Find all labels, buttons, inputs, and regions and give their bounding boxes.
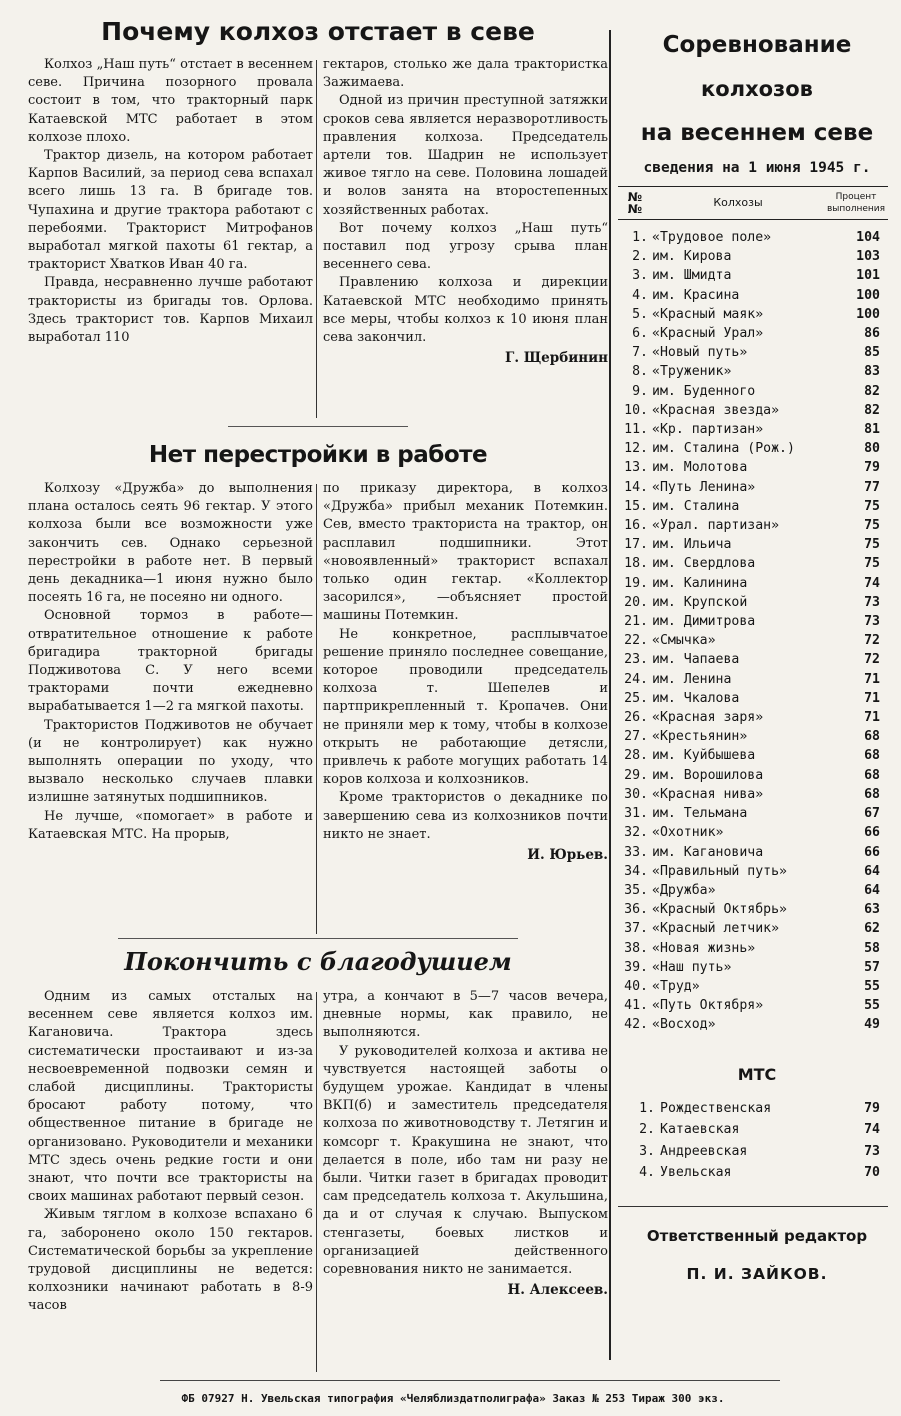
row-name: Рождественская [660, 1100, 772, 1116]
table-row [618, 324, 888, 343]
competition-title-line-1: Соревнование [662, 32, 852, 58]
table-row [618, 881, 888, 900]
paragraph: по приказу директора, в колхоз «Дружба» прибыл механик Потемкин. Сев, вместо тракториста на трактор, он расплавил подшипники. Этот «новоявленный» тракторист вспахал только один гектар. «Коллектор засорился», —объясняет простой машины Потемкин. [323, 481, 608, 624]
row-name: «Красный Октябрь» [652, 902, 787, 918]
row-name: им. Кирова [652, 249, 732, 265]
competition-title-line-3: на весеннем севе [640, 120, 874, 146]
row-value: 70 [864, 1165, 880, 1181]
table-row [618, 362, 888, 381]
table-row [618, 746, 888, 765]
table-row [618, 631, 888, 650]
row-number: 34. [624, 863, 648, 879]
row-number: 20. [624, 594, 648, 610]
row-number: 30. [624, 786, 648, 802]
row-name: «Красный маяк» [652, 306, 764, 322]
article-2-title: Нет перестройки в работе [148, 442, 488, 468]
table-row [618, 593, 888, 612]
mts-table-body [618, 1098, 888, 1184]
table-row [618, 1015, 888, 1034]
paragraph: Правлению колхоза и дирекции Катаевской МТС необходимо принять все меры, чтобы колхоз к 10 июня план сева закончил. [323, 275, 608, 346]
row-name: Андреевская [660, 1143, 748, 1159]
row-value: 71 [864, 690, 880, 706]
row-name: им. Сталина (Рож.) [652, 441, 795, 457]
row-name: «Путь Октября» [652, 998, 764, 1014]
row-name: «Труд» [652, 978, 700, 994]
table-row [618, 247, 888, 266]
row-number: 1. [639, 1100, 655, 1116]
row-value: 86 [864, 326, 880, 342]
table-row [618, 689, 888, 708]
row-name: «Дружба» [652, 882, 716, 898]
row-value: 58 [864, 940, 880, 956]
row-name: «Красная нива» [652, 786, 764, 802]
row-number: 2. [632, 249, 648, 265]
row-value: 66 [864, 844, 880, 860]
article-1-title: Почему колхоз отстает в севе [101, 17, 535, 46]
row-number: 29. [624, 767, 648, 783]
row-name: им. Куйбышева [652, 748, 756, 764]
row-value: 73 [864, 614, 880, 630]
row-name: «Новая жизнь» [652, 940, 756, 956]
paragraph: Кроме трактористов о декаднике по завершению сева из колхозников почти никто не знает. [323, 790, 608, 842]
row-name: «Красная заря» [652, 710, 764, 726]
article-2 [28, 438, 608, 864]
row-name: «Смычка» [652, 633, 716, 649]
row-value: 68 [864, 786, 880, 802]
row-value: 100 [856, 287, 880, 303]
row-value: 100 [856, 306, 880, 322]
row-number: 4. [632, 287, 648, 303]
row-name: «Красная звезда» [652, 402, 780, 418]
row-value: 64 [864, 882, 880, 898]
row-name: им. Чкалова [652, 690, 740, 706]
row-number: 6. [632, 326, 648, 342]
row-number: 31. [624, 806, 648, 822]
table-row [618, 919, 888, 938]
row-value: 74 [864, 575, 880, 591]
row-number: 5. [632, 306, 648, 322]
competition-date: сведения на 1 июня 1945 г. [643, 160, 871, 176]
table-row [618, 996, 888, 1015]
row-number: 35. [624, 882, 648, 898]
row-number: 21. [624, 614, 648, 630]
row-value: 74 [864, 1122, 880, 1138]
row-number: 38. [624, 940, 648, 956]
row-value: 68 [864, 748, 880, 764]
table-row [618, 516, 888, 535]
row-number: 13. [624, 460, 648, 476]
row-number: 33. [624, 844, 648, 860]
paragraph: Основной тормоз в работе—отвратительное отношение к работе бригадира тракторной бригады Подживотова С. У него всеми тракторами почти ежедневно вырабатывается 1—2 га мягкой пахоты. [28, 608, 313, 715]
article-1-right-column [323, 56, 608, 367]
editor-label: Ответственный редактор [646, 1226, 868, 1245]
row-name: «Урал. партизан» [652, 518, 780, 534]
section-divider [118, 938, 518, 939]
row-name: им. Крупской [652, 594, 748, 610]
row-name: «Красный летчик» [652, 921, 780, 937]
row-value: 75 [864, 518, 880, 534]
table-row [618, 727, 888, 746]
row-value: 68 [864, 729, 880, 745]
row-name: «Красный Урал» [652, 326, 764, 342]
table-row [618, 862, 888, 881]
row-name: им. Димитрова [652, 614, 756, 630]
mts-row [618, 1141, 888, 1163]
row-value: 63 [864, 902, 880, 918]
row-name: «Путь Ленина» [652, 479, 756, 495]
article-2-left-column [28, 480, 313, 864]
table-row [618, 458, 888, 477]
mts-row [618, 1098, 888, 1120]
row-name: Увельская [660, 1165, 732, 1181]
article-3-title: Покончить с благодушием [124, 947, 512, 976]
row-value: 85 [864, 345, 880, 361]
competition-table [618, 186, 888, 1035]
row-value: 49 [864, 1017, 880, 1033]
paragraph: Правда, несравненно лучше работают трактористы из бригады тов. Орлова. Здесь тракторист тов. Карпов Михаил выработал 110 [28, 275, 313, 346]
row-name: «Трудовое поле» [652, 230, 772, 245]
row-name: им. Калинина [652, 575, 748, 591]
row-number: 16. [624, 518, 648, 534]
row-number: 22. [624, 633, 648, 649]
row-value: 67 [864, 806, 880, 822]
row-number: 27. [624, 729, 648, 745]
row-number: 9. [632, 383, 648, 399]
table-row [618, 266, 888, 285]
row-name: «Труженик» [652, 364, 732, 380]
table-row [618, 785, 888, 804]
editor-divider [618, 1206, 888, 1207]
table-row [618, 478, 888, 497]
row-number: 10. [624, 402, 648, 418]
table-row [618, 401, 888, 420]
table-row [618, 804, 888, 823]
table-row [618, 574, 888, 593]
row-value: 66 [864, 825, 880, 841]
table-row [618, 612, 888, 631]
table-row [618, 554, 888, 573]
table-row [618, 650, 888, 669]
row-name: им. Шмидта [652, 268, 732, 284]
mts-row [618, 1119, 888, 1141]
paragraph: Колхозу «Дружба» до выполнения плана осталось сеять 96 гектар. У этого колхоза были все возможности уже закончить сев. Однако серьезной перестройки в работе нет. В первый день декадника—1 июня нужно было посеять 16 га, не посеяно ни одного. [28, 481, 313, 606]
row-number: 40. [624, 978, 648, 994]
header-name: Колхозы [652, 187, 824, 220]
table-row [618, 977, 888, 996]
competition-section [618, 14, 896, 1283]
article-2-columns [28, 480, 608, 864]
row-number: 3. [632, 268, 648, 284]
article-3-signature: Н. Алексеев. [507, 1282, 608, 1299]
article-3-right-column [323, 988, 608, 1316]
article-3-columns [28, 988, 608, 1316]
paragraph: Колхоз „Наш путь“ отстает в весеннем севе. Причина позорного провала состоит в том, что тракторный парк Катаевской МТС работает в этом колхозе плохо. [28, 57, 313, 145]
row-number: 17. [624, 537, 648, 553]
table-row [618, 939, 888, 958]
row-name: им. Кагановича [652, 844, 764, 860]
row-name: им. Свердлова [652, 556, 756, 572]
row-number: 8. [632, 364, 648, 380]
row-name: им. Сталина [652, 498, 740, 514]
row-value: 55 [864, 998, 880, 1014]
row-value: 73 [864, 1143, 880, 1159]
mts-title: МТС [737, 1064, 777, 1084]
row-value: 55 [864, 978, 880, 994]
row-name: «Новый путь» [652, 345, 748, 361]
header-percent: Процент выполнения [824, 187, 888, 220]
row-number: 25. [624, 690, 648, 706]
table-row [618, 823, 888, 842]
row-name: им. Тельмана [652, 806, 748, 822]
paragraph: Вот почему колхоз „Наш путь“ поставил под угрозу срыва план весеннего сева. [323, 220, 608, 273]
table-row [618, 535, 888, 554]
row-number: 18. [624, 556, 648, 572]
paragraph: У руководителей колхоза и актива не чувствуется настоящей заботы о будущем урожае. Кандидат в члены ВКП(б) и заместитель председателя колхоза по животноводству т. Летягин и комсорг т. Кракушина не знают, что делается в поле, ибо там ни разу не были. Читки газет в бригадах проводит сам председатель колхоза т. Акульшина, да и от случая к случаю. Выпуском стенгазеты, боевых листков и организацией действенного соревнования никто не занимается. [323, 1043, 608, 1278]
paragraph: Одним из самых отсталых на весеннем севе является колхоз им. Кагановича. Трактора здесь систематически простаивают и из-за несвоевременной подвозки семян и слабой дисциплины. Трактористы бросают работу потому, что общественное питание в бригаде не организовано. Руководители и механики МТС здесь очень редкие гости и они знают, что почти все трактористы на своих машинах работают первый сезон. [28, 989, 313, 1205]
row-value: 68 [864, 767, 880, 783]
printing-imprint: ФБ 07927 Н. Увельская типография «Челяблиздатполиграфа» Заказ № 253 Тираж 300 экз. [181, 1392, 725, 1405]
row-name: «Кр. партизан» [652, 422, 764, 438]
mts-table [618, 1098, 888, 1184]
article-1 [28, 14, 608, 367]
column-divider [316, 992, 317, 1372]
table-row [618, 900, 888, 919]
table-row [618, 382, 888, 401]
row-number: 36. [624, 902, 648, 918]
row-number: 12. [624, 441, 648, 457]
article-1-columns [28, 56, 608, 367]
row-value: 80 [864, 441, 880, 457]
table-header-row [618, 187, 888, 220]
row-value: 82 [864, 383, 880, 399]
row-value: 64 [864, 863, 880, 879]
row-value: 101 [856, 268, 880, 284]
article-2-right-column [323, 480, 608, 864]
row-value: 57 [864, 959, 880, 975]
column-divider [316, 60, 317, 418]
table-row [618, 420, 888, 439]
row-name: им. Молотова [652, 460, 748, 476]
row-value: 79 [864, 1100, 880, 1116]
row-value: 72 [864, 633, 880, 649]
row-value: 72 [864, 652, 880, 668]
mts-row [618, 1162, 888, 1184]
row-name: им. Ильича [652, 537, 732, 553]
table-row [618, 958, 888, 977]
table-row [618, 220, 888, 248]
table-row [618, 497, 888, 516]
row-number: 3. [639, 1143, 655, 1159]
row-value: 75 [864, 498, 880, 514]
row-number: 11. [624, 422, 648, 438]
competition-title-line-2: колхозов [701, 77, 813, 101]
article-3 [28, 944, 608, 1314]
row-name: Катаевская [660, 1122, 740, 1138]
article-1-signature: Г. Щербинин [505, 350, 608, 367]
row-number: 37. [624, 921, 648, 937]
table-row [618, 670, 888, 689]
article-3-left-column [28, 988, 313, 1316]
paragraph: Не конкретное, расплывчатое решение приняло последнее совещание, которое проводили председатель колхоза т. Шепелев и партприкрепленный т. Кропачев. Они не приняли мер к тому, чтобы в колхозе открыть не работающие детясли, привлечь к работе могущих работать 14 коров колхоза и колхозников. [323, 626, 608, 788]
section-divider [228, 426, 408, 427]
paragraph: Трактор дизель, на котором работает Карпов Василий, за период сева вспахал всего лишь 13 га. В бригаде тов. Чупахина и другие трактора работают с перебоями. Тракторист Митрофанов выработал мягкой пахоты 61 гектар, а тракторист Хватков Иван 40 га. [28, 148, 313, 273]
table-row [618, 766, 888, 785]
row-number: 2. [639, 1122, 655, 1138]
row-name: им. Ленина [652, 671, 732, 687]
paragraph: утра, а кончают в 5—7 часов вечера, дневные нормы, как правило, не выполняются. [323, 989, 608, 1041]
table-row [618, 286, 888, 305]
paragraph: Одной из причин преступной затяжки сроков сева является неразворотливость правления колхоза. Председатель артели тов. Шадрин не использует живое тягло на севе. Половина лошадей и волов занята на второстепенных хозяйственных работах. [323, 93, 608, 218]
row-name: им. Буденного [652, 383, 756, 399]
table-row [618, 439, 888, 458]
row-number: 41. [624, 998, 648, 1014]
row-value: 73 [864, 594, 880, 610]
row-value: 62 [864, 921, 880, 937]
article-2-signature: И. Юрьев. [527, 847, 608, 864]
row-number: 39. [624, 959, 648, 975]
page-column-rule [609, 30, 611, 1360]
row-name: им. Красина [652, 287, 740, 303]
row-value: 75 [864, 556, 880, 572]
row-name: «Наш путь» [652, 959, 732, 975]
row-value: 82 [864, 402, 880, 418]
row-value: 81 [864, 422, 880, 438]
row-value: 77 [864, 479, 880, 495]
editor-name: П. И. ЗАЙКОВ. [686, 1264, 828, 1283]
row-value: 83 [864, 364, 880, 380]
row-number: 26. [624, 710, 648, 726]
row-number: 23. [624, 652, 648, 668]
row-value: 75 [864, 537, 880, 553]
row-number: 1. [632, 230, 648, 245]
header-number: № № [618, 187, 652, 220]
row-number: 32. [624, 825, 648, 841]
row-name: «Правильный путь» [652, 863, 787, 879]
row-number: 24. [624, 671, 648, 687]
table-row [618, 343, 888, 362]
row-number: 42. [624, 1017, 648, 1033]
row-number: 28. [624, 748, 648, 764]
row-name: им. Чапаева [652, 652, 740, 668]
row-value: 79 [864, 460, 880, 476]
row-name: им. Ворошилова [652, 767, 764, 783]
row-number: 19. [624, 575, 648, 591]
footer-divider [160, 1380, 780, 1381]
paragraph: гектаров, столько же дала трактористка Зажимаева. [323, 57, 608, 91]
article-1-left-column [28, 56, 313, 367]
row-name: «Охотник» [652, 825, 724, 841]
row-number: 4. [639, 1165, 655, 1181]
row-name: «Восход» [652, 1017, 716, 1033]
row-name: «Крестьянин» [652, 729, 748, 745]
row-value: 103 [856, 249, 880, 265]
column-divider [316, 484, 317, 934]
row-value: 71 [864, 710, 880, 726]
row-number: 7. [632, 345, 648, 361]
table-row [618, 708, 888, 727]
paragraph: Трактористов Подживотов не обучает (и не контролирует) как нужно выполнять операции по уходу, что вызвало несколько случаев плавки излишне затянутых подшипников. [28, 717, 313, 806]
competition-table-body [618, 220, 888, 1035]
row-number: 14. [624, 479, 648, 495]
paragraph: Живым тяглом в колхозе вспахано 6 га, заборонено около 150 гектаров. Систематической борьбы за укрепление трудовой дисциплины не ведется: колхозники начинают работать в 8-9 часов [28, 1207, 313, 1314]
table-row [618, 843, 888, 862]
table-row [618, 305, 888, 324]
row-value: 71 [864, 671, 880, 687]
paragraph: Не лучше, «помогает» в работе и Катаевская МТС. На прорыв, [28, 808, 313, 842]
row-value: 104 [856, 230, 880, 245]
row-number: 15. [624, 498, 648, 514]
